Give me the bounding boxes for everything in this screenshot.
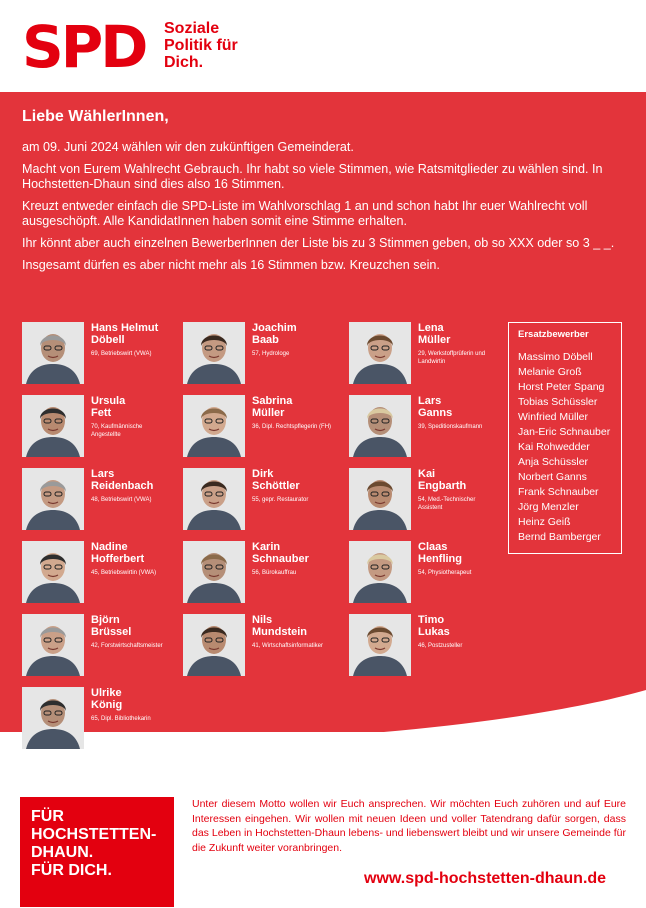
candidate-last-name: Baab bbox=[252, 334, 279, 346]
candidate-first-name: Hans Helmut bbox=[91, 322, 159, 334]
ersatz-name: Frank Schnauber bbox=[518, 486, 599, 498]
candidate-last-name: Lukas bbox=[418, 626, 450, 638]
wave-divider bbox=[0, 690, 646, 760]
candidate-last-name: Henfling bbox=[418, 553, 462, 565]
candidate-info: 57, Hydrologe bbox=[252, 351, 290, 357]
candidate-first-name: Joachim bbox=[252, 322, 297, 334]
candidate-last-name: Hofferbert bbox=[91, 553, 145, 565]
footer-paragraph: Unter diesem Motto wollen wir Euch ansprechen. Wir möchten Euch zuhören und auf Eure Interessen eingehen. Wir wollen mit neuen Ideen und voller Tatendrang dafür sorgen, dass das Leben in Hochstetten-Dhaun lebens- und liebenswert bleibt und wir unsere Gemeinde für die Zukunft weiter voranbringen. bbox=[192, 798, 626, 854]
candidate-last-name: Müller bbox=[252, 407, 285, 419]
letter-paragraph: Insgesamt dürfen es aber nicht mehr als 16 Stimmen bzw. Kreuzchen sein. bbox=[22, 258, 440, 272]
ersatz-name: Winfried Müller bbox=[518, 411, 589, 423]
ersatz-name: Melanie Groß bbox=[518, 366, 582, 378]
candidate-last-name: Schnauber bbox=[252, 553, 309, 565]
candidate-info: 69, Betriebswirt (VWA) bbox=[91, 351, 152, 357]
ersatz-name: Anja Schüssler bbox=[518, 456, 589, 468]
website-link[interactable]: www.spd-hochstetten-dhaun.de bbox=[364, 870, 607, 887]
motto-line: HOCHSTETTEN- bbox=[31, 826, 157, 843]
candidate-first-name: Nadine bbox=[91, 541, 128, 553]
candidate-first-name: Lars bbox=[418, 395, 442, 407]
candidate-first-name: Karin bbox=[252, 541, 281, 553]
motto-line: FÜR bbox=[31, 808, 64, 825]
candidate-info: 48, Betriebswirt (VWA) bbox=[91, 497, 152, 503]
candidate-last-name: Brüssel bbox=[91, 626, 132, 638]
letter-body bbox=[22, 108, 632, 280]
letter-paragraph: Macht von Eurem Wahlrecht Gebrauch. Ihr habt so viele Stimmen, wie Ratsmitglieder zu wählen sind. In Hochstetten-Dhaun sind dies also 16 Stimmen. bbox=[22, 162, 603, 191]
candidate-first-name: Ursula bbox=[91, 395, 126, 407]
letter-paragraph: Ihr könnt aber auch einzelnen BewerberInnen der Liste bis zu 3 Stimmen geben, ob so XXX oder so 3 _ _. bbox=[22, 236, 615, 250]
candidate-last-name: Müller bbox=[418, 334, 451, 346]
logo-text: SPD bbox=[22, 13, 146, 81]
candidate-first-name: Nils bbox=[252, 614, 273, 626]
ersatz-name: Massimo Döbell bbox=[518, 351, 593, 363]
candidate-info: 41, Wirtschaftsinformatiker bbox=[252, 643, 324, 649]
candidate-last-name: Ganns bbox=[418, 407, 453, 419]
candidate-last-name: Schöttler bbox=[252, 480, 300, 492]
letter-paragraph: am 09. Juni 2024 wählen wir den zukünftigen Gemeinderat. bbox=[22, 140, 354, 154]
slogan-line: Soziale bbox=[164, 20, 220, 37]
candidate-info: 70, Kaufmännische Angestellte bbox=[91, 424, 143, 438]
candidate-info: 65, Dipl. Bibliothekarin bbox=[91, 716, 151, 722]
ersatz-name: Jörg Menzler bbox=[518, 501, 579, 513]
ersatz-name: Tobias Schüssler bbox=[518, 396, 598, 408]
spd-logo bbox=[22, 13, 148, 81]
candidate-first-name: Lena bbox=[418, 322, 444, 334]
candidate-last-name: Döbell bbox=[91, 334, 125, 346]
candidate-last-name: Engbarth bbox=[418, 480, 467, 492]
candidate-first-name: Kai bbox=[418, 468, 436, 480]
candidate-last-name: König bbox=[91, 699, 123, 711]
ersatz-name: Jan-Eric Schnauber bbox=[518, 426, 611, 438]
candidate-info: 56, Bürokauffrau bbox=[252, 570, 297, 576]
ersatz-name: Horst Peter Spang bbox=[518, 381, 605, 393]
candidate-last-name: Fett bbox=[91, 407, 112, 419]
candidate-first-name: Ulrike bbox=[91, 687, 122, 699]
slogan-line: Dich. bbox=[164, 54, 204, 71]
candidate-first-name: Lars bbox=[91, 468, 115, 480]
candidate-info: 36, Dipl. Rechtspflegerin (FH) bbox=[252, 424, 332, 430]
motto-text bbox=[31, 808, 156, 880]
candidate-first-name: Björn bbox=[91, 614, 120, 626]
candidate-info: 54, Med.-Technischer Assistent bbox=[418, 497, 476, 511]
ersatz-name: Heinz Geiß bbox=[518, 516, 571, 528]
candidate-first-name: Timo bbox=[418, 614, 445, 626]
ersatz-name: Kai Rohwedder bbox=[518, 441, 590, 453]
candidate-info: 54, Physiotherapeut bbox=[418, 570, 472, 576]
motto-line: DHAUN. bbox=[31, 844, 94, 861]
candidate-info: 42, Forstwirtschaftsmeister bbox=[91, 643, 163, 649]
ersatz-title: Ersatzbewerber bbox=[518, 329, 589, 340]
candidate-info: 46, Postzusteller bbox=[418, 643, 463, 649]
ersatz-box bbox=[508, 322, 622, 554]
candidate-info: 39, Speditionskaufmann bbox=[418, 424, 483, 430]
letter-paragraph: Kreuzt entweder einfach die SPD-Liste im Wahlvorschlag 1 an und schon habt Ihr euer Wahlrecht voll ausgeschöpft. Alle KandidatInnen haben somit eine Stimme erhalten. bbox=[22, 199, 588, 228]
motto-line: FÜR DICH. bbox=[31, 862, 112, 879]
letter-greeting: Liebe WählerInnen, bbox=[22, 108, 169, 125]
candidate-first-name: Dirk bbox=[252, 468, 274, 480]
ersatz-name: Bernd Bamberger bbox=[518, 531, 601, 543]
slogan bbox=[164, 20, 238, 71]
ersatz-name: Norbert Ganns bbox=[518, 471, 587, 483]
candidate-first-name: Claas bbox=[418, 541, 448, 553]
motto-box bbox=[20, 797, 174, 907]
slogan-line: Politik für bbox=[164, 37, 238, 54]
candidate-last-name: Mundstein bbox=[252, 626, 307, 638]
candidate-last-name: Reidenbach bbox=[91, 480, 154, 492]
candidate-info: 29, Werkstoffprüferin und Landwirtin bbox=[418, 351, 486, 365]
candidate-first-name: Sabrina bbox=[252, 395, 293, 407]
candidate-info: 45, Betriebswirtin (VWA) bbox=[91, 570, 157, 576]
candidate-info: 55, gepr. Restaurator bbox=[252, 497, 309, 503]
